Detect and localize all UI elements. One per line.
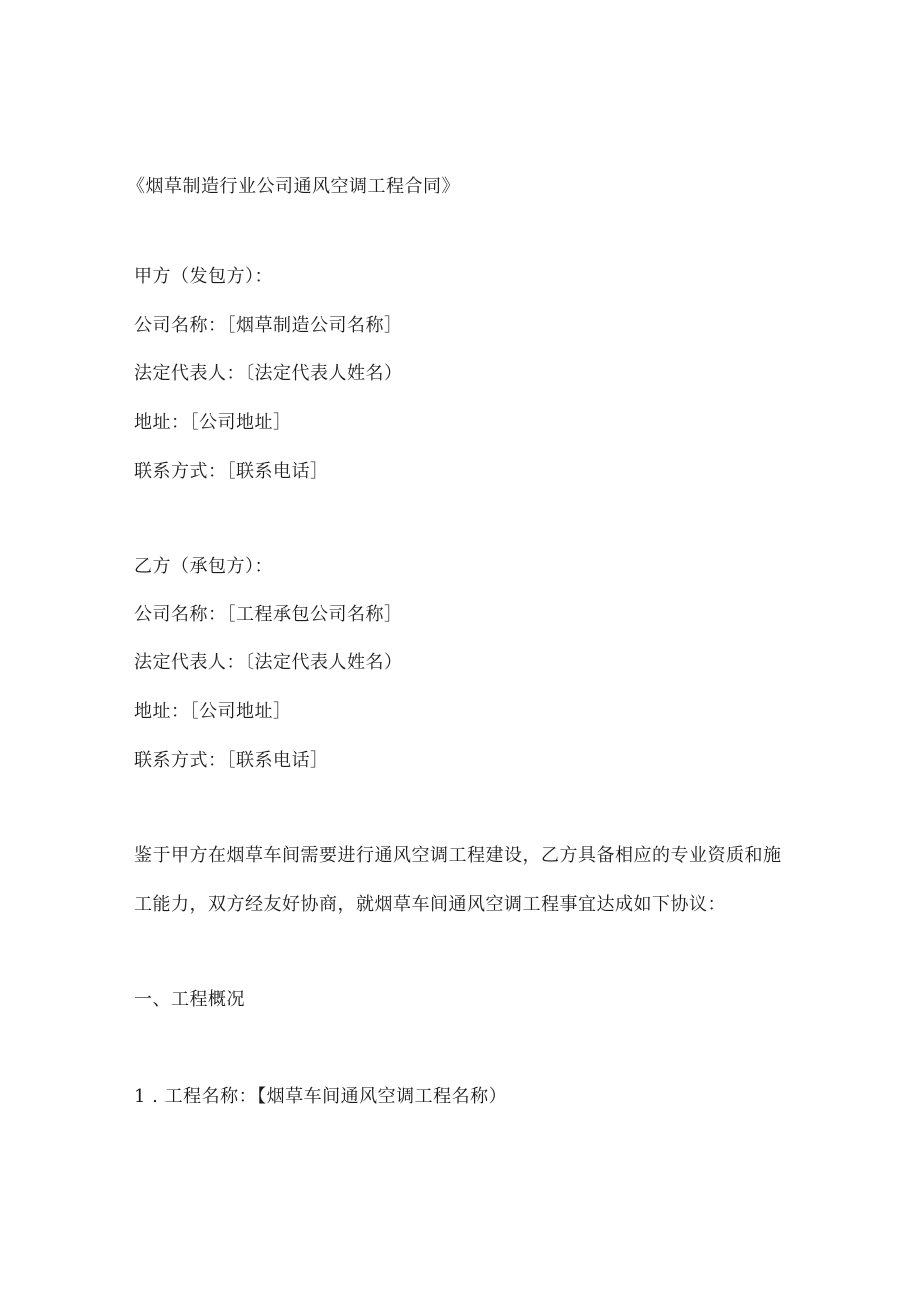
party-a-address: 地址：［公司地址］: [134, 412, 292, 433]
party-b-heading: 乙方（承包方）：: [134, 556, 273, 577]
party-b-company: 公司名称：［工程承包公司名称］: [134, 604, 403, 625]
party-a-heading: 甲方（发包方）：: [134, 266, 273, 287]
party-a-company: 公司名称：［烟草制造公司名称］: [134, 315, 403, 336]
document-title: 《烟草制造行业公司通风空调工程合同》: [127, 176, 460, 197]
party-b-representative: 法定代表人：〔法定代表人姓名）: [134, 652, 403, 673]
clause-project-name: 1 . 工程名称：【烟草车间通风空调工程名称）: [134, 1086, 508, 1107]
party-a-contact: 联系方式：［联系电话］: [134, 461, 329, 482]
intro-paragraph-line-1: 鉴于甲方在烟草车间需要进行通风空调工程建设，乙方具备相应的专业资质和施: [134, 845, 782, 866]
party-b-contact: 联系方式：［联系电话］: [134, 750, 329, 771]
section-heading-project-overview: 一、工程概况: [134, 989, 245, 1010]
party-b-address: 地址：［公司地址］: [134, 701, 292, 722]
intro-paragraph-line-2: 工能力，双方经友好协商，就烟草车间通风空调工程事宜达成如下协议：: [134, 894, 726, 915]
party-a-representative: 法定代表人：〔法定代表人姓名）: [134, 363, 403, 384]
